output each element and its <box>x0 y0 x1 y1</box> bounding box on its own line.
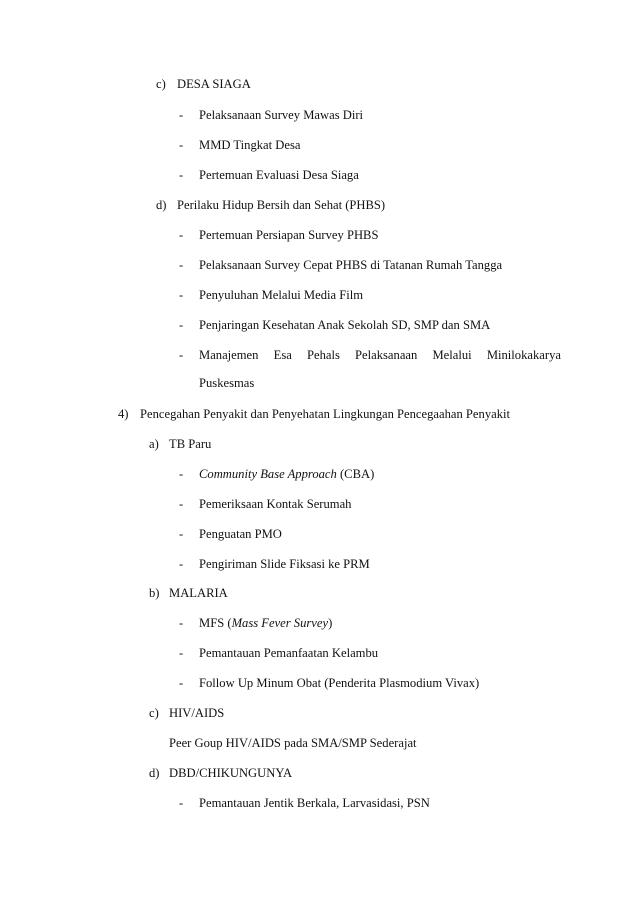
item-text: Pelaksanaan Survey Mawas Diri <box>199 108 364 122</box>
item-text: Pemantauan Jentik Berkala, Larvasidasi, PSN <box>199 796 430 810</box>
list-marker: 4) <box>118 407 129 421</box>
item-text: Penjaringan Kesehatan Anak Sekolah SD, SMP dan SMA <box>199 318 491 332</box>
dash-bullet: - <box>179 168 184 182</box>
dash-bullet: - <box>179 557 184 571</box>
dash-bullet: - <box>179 497 184 511</box>
section-title: DBD/CHIKUNGUNYA <box>169 766 293 780</box>
word: Esa <box>273 348 292 362</box>
item-text: Peer Goup HIV/AIDS pada SMA/SMP Sederajat <box>169 736 417 750</box>
item-text: Pertemuan Persiapan Survey PHBS <box>199 228 379 242</box>
item-text: MMD Tingkat Desa <box>199 138 301 152</box>
item-text: Penyuluhan Melalui Media Film <box>199 288 364 302</box>
word: Manajemen <box>199 348 259 362</box>
italic-term: Mass Fever Survey <box>231 616 329 630</box>
justified-item-text <box>199 347 561 363</box>
list-marker: a) <box>149 437 159 451</box>
dash-bullet: - <box>179 318 184 332</box>
item-text: Pelaksanaan Survey Cepat PHBS di Tatanan Rumah Tangga <box>199 258 503 272</box>
item-text <box>199 615 332 631</box>
item-text: Puskesmas <box>199 376 255 390</box>
item-text: Pemeriksaan Kontak Serumah <box>199 497 352 511</box>
list-marker: c) <box>156 77 166 91</box>
section-title: Pencegahan Penyakit dan Penyehatan Lingkungan Pencegaahan Penyakit <box>140 407 510 421</box>
section-title: TB Paru <box>169 437 212 451</box>
word: Melalui <box>432 348 472 362</box>
section-title: HIV/AIDS <box>169 706 225 720</box>
dash-bullet: - <box>179 796 184 810</box>
dash-bullet: - <box>179 288 184 302</box>
list-marker: c) <box>149 706 159 720</box>
dash-bullet: - <box>179 258 184 272</box>
item-text-post: ) <box>328 616 333 630</box>
word: Pelaksanaan <box>355 348 418 362</box>
list-marker: d) <box>156 198 167 212</box>
dash-bullet: - <box>179 527 184 541</box>
item-text: Pemantauan Pemanfaatan Kelambu <box>199 646 379 660</box>
item-text-pre: MFS ( <box>199 616 232 630</box>
word: Pehals <box>306 348 340 362</box>
dash-bullet: - <box>179 676 184 690</box>
section-title: DESA SIAGA <box>177 77 251 91</box>
dash-bullet: - <box>179 616 184 630</box>
dash-bullet: - <box>179 467 184 481</box>
item-text: Pertemuan Evaluasi Desa Siaga <box>199 168 359 182</box>
item-text <box>199 466 374 482</box>
list-marker: d) <box>149 766 160 780</box>
item-text: Pengiriman Slide Fiksasi ke PRM <box>199 557 370 571</box>
dash-bullet: - <box>179 138 184 152</box>
dash-bullet: - <box>179 108 184 122</box>
item-text: Penguatan PMO <box>199 527 282 541</box>
word: Minilokakarya <box>486 348 561 362</box>
item-text-rest: (CBA) <box>336 467 375 481</box>
item-text: Follow Up Minum Obat (Penderita Plasmodium Vivax) <box>199 676 480 690</box>
section-title: Perilaku Hidup Bersih dan Sehat (PHBS) <box>177 198 386 212</box>
italic-term: Community Base Approach <box>199 467 337 481</box>
section-title: MALARIA <box>169 586 228 600</box>
list-marker: b) <box>149 586 160 600</box>
dash-bullet: - <box>179 646 184 660</box>
dash-bullet: - <box>179 348 184 362</box>
dash-bullet: - <box>179 228 184 242</box>
